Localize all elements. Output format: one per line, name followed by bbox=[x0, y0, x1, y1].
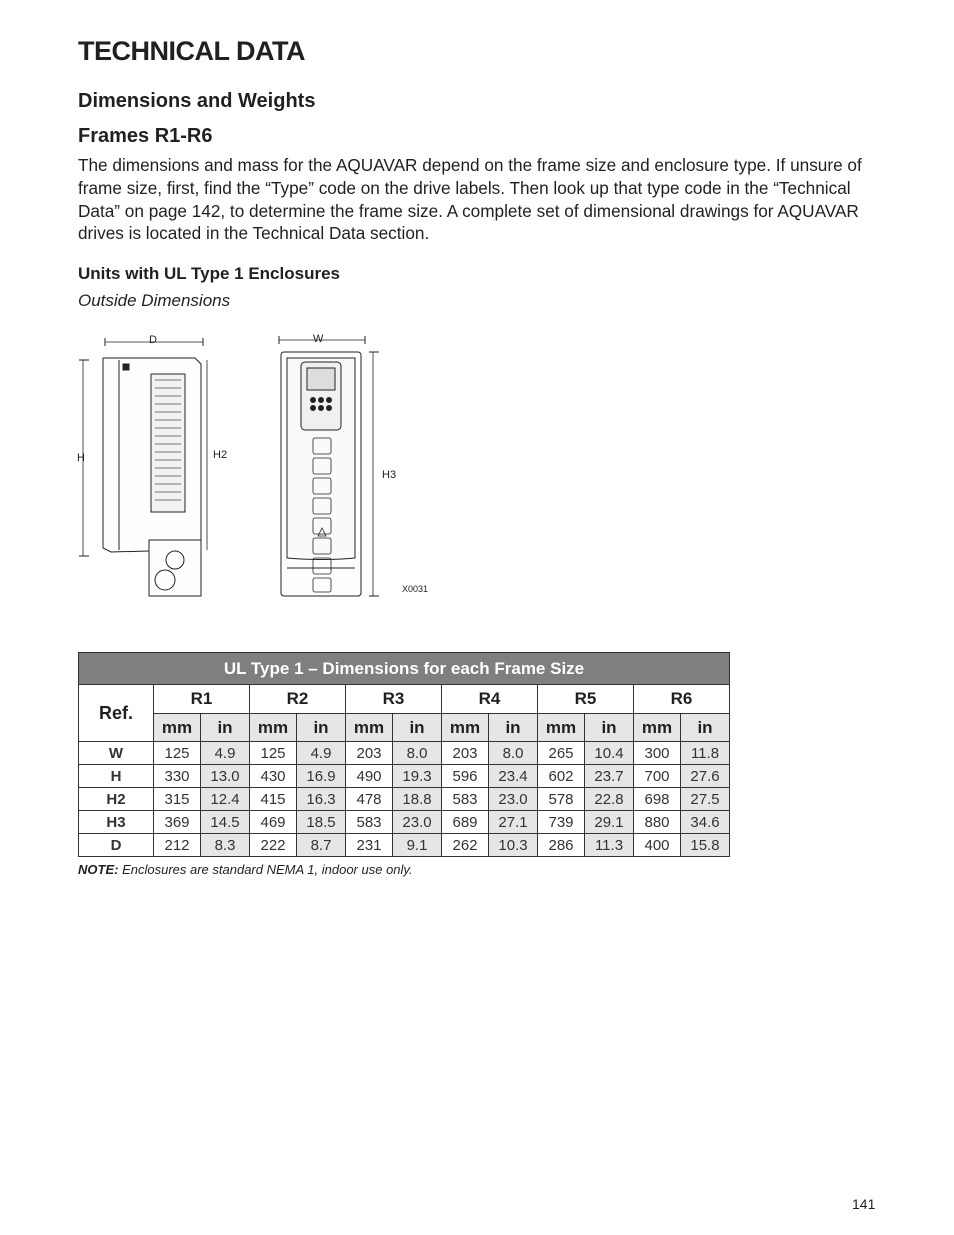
table-row bbox=[79, 742, 730, 765]
label-h: H bbox=[77, 452, 85, 464]
table-row bbox=[79, 834, 730, 857]
table-cell: 602 bbox=[538, 765, 585, 788]
table-cell: 11.3 bbox=[585, 834, 634, 857]
table-cell: 18.5 bbox=[297, 811, 346, 834]
table-cell: 222 bbox=[250, 834, 297, 857]
label-d: D bbox=[149, 334, 157, 346]
table-cell: 262 bbox=[442, 834, 489, 857]
table-cell: 300 bbox=[634, 742, 681, 765]
table-cell: 578 bbox=[538, 788, 585, 811]
note-text: Enclosures are standard NEMA 1, indoor use only. bbox=[122, 862, 413, 877]
unit-header-mm: mm bbox=[346, 714, 393, 742]
table-cell: 14.5 bbox=[201, 811, 250, 834]
table-body bbox=[79, 742, 730, 857]
unit-header-mm: mm bbox=[442, 714, 489, 742]
table-cell: 330 bbox=[154, 765, 201, 788]
table-cell: 583 bbox=[346, 811, 393, 834]
table-cell: 8.3 bbox=[201, 834, 250, 857]
table-cell: 10.3 bbox=[489, 834, 538, 857]
table-cell: 9.1 bbox=[393, 834, 442, 857]
table-cell: 315 bbox=[154, 788, 201, 811]
section-heading: Dimensions and Weights bbox=[78, 90, 316, 112]
frame-header-row bbox=[79, 685, 730, 714]
frame-header-r6: R6 bbox=[634, 685, 730, 714]
table-cell: 490 bbox=[346, 765, 393, 788]
table-cell: 583 bbox=[442, 788, 489, 811]
table-cell: 4.9 bbox=[297, 742, 346, 765]
frame-header-r5: R5 bbox=[538, 685, 634, 714]
table-cell: 739 bbox=[538, 811, 585, 834]
table-cell: 34.6 bbox=[681, 811, 730, 834]
dimension-drawing bbox=[75, 328, 435, 600]
table-cell: 125 bbox=[250, 742, 297, 765]
subsection-heading: Frames R1-R6 bbox=[78, 125, 213, 147]
table-cell: 23.4 bbox=[489, 765, 538, 788]
table-cell: 8.0 bbox=[489, 742, 538, 765]
table-cell: 415 bbox=[250, 788, 297, 811]
frame-header-r3: R3 bbox=[346, 685, 442, 714]
unit-header-mm: mm bbox=[538, 714, 585, 742]
table-cell: 469 bbox=[250, 811, 297, 834]
table-cell: 18.8 bbox=[393, 788, 442, 811]
table-cell: 16.9 bbox=[297, 765, 346, 788]
row-label: H2 bbox=[79, 788, 154, 811]
table-cell: 23.0 bbox=[489, 788, 538, 811]
unit-header-in: in bbox=[201, 714, 250, 742]
unit-header-in: in bbox=[681, 714, 730, 742]
table-cell: 16.3 bbox=[297, 788, 346, 811]
note-label: NOTE: bbox=[78, 862, 119, 877]
label-h2: H2 bbox=[213, 449, 228, 461]
table-cell: 125 bbox=[154, 742, 201, 765]
ref-header: Ref. bbox=[79, 685, 154, 742]
table-title-text: UL Type 1 – Dimensions for each Frame Size bbox=[223, 658, 585, 678]
table-cell: 212 bbox=[154, 834, 201, 857]
table-cell: 8.0 bbox=[393, 742, 442, 765]
table-cell: 29.1 bbox=[585, 811, 634, 834]
table-cell: 700 bbox=[634, 765, 681, 788]
row-label: H bbox=[79, 765, 154, 788]
table-row bbox=[79, 788, 730, 811]
page-number: 141 bbox=[852, 1196, 876, 1212]
units-subheading: Outside Dimensions bbox=[78, 291, 231, 310]
unit-header-in: in bbox=[393, 714, 442, 742]
table-cell: 596 bbox=[442, 765, 489, 788]
table-row bbox=[79, 765, 730, 788]
table-cell: 231 bbox=[346, 834, 393, 857]
table-cell: 23.0 bbox=[393, 811, 442, 834]
table-cell: 265 bbox=[538, 742, 585, 765]
unit-header-row bbox=[79, 714, 730, 742]
unit-header-mm: mm bbox=[634, 714, 681, 742]
table-cell: 203 bbox=[442, 742, 489, 765]
page-title: TECHNICAL DATA bbox=[78, 36, 305, 66]
table-cell: 27.5 bbox=[681, 788, 730, 811]
row-label: D bbox=[79, 834, 154, 857]
table-cell: 689 bbox=[442, 811, 489, 834]
unit-header-mm: mm bbox=[250, 714, 297, 742]
table-cell: 478 bbox=[346, 788, 393, 811]
label-w: W bbox=[313, 333, 324, 345]
table-cell: 430 bbox=[250, 765, 297, 788]
table-cell: 12.4 bbox=[201, 788, 250, 811]
table-cell: 19.3 bbox=[393, 765, 442, 788]
table-note bbox=[78, 862, 413, 877]
drawing-code: X0031 bbox=[402, 584, 429, 594]
table-cell: 13.0 bbox=[201, 765, 250, 788]
table-cell: 15.8 bbox=[681, 834, 730, 857]
frame-header-r2: R2 bbox=[250, 685, 346, 714]
table-cell: 8.7 bbox=[297, 834, 346, 857]
table-cell: 27.6 bbox=[681, 765, 730, 788]
label-h3: H3 bbox=[382, 469, 397, 481]
table-row bbox=[79, 811, 730, 834]
table-cell: 27.1 bbox=[489, 811, 538, 834]
table-cell: 369 bbox=[154, 811, 201, 834]
intro-paragraph bbox=[78, 154, 868, 245]
units-heading: Units with UL Type 1 Enclosures bbox=[78, 264, 340, 283]
front-view bbox=[279, 333, 428, 596]
unit-header-in: in bbox=[297, 714, 346, 742]
row-label: W bbox=[79, 742, 154, 765]
table-cell: 10.4 bbox=[585, 742, 634, 765]
table-cell: 23.7 bbox=[585, 765, 634, 788]
frame-header-r1: R1 bbox=[154, 685, 250, 714]
table-cell: 4.9 bbox=[201, 742, 250, 765]
side-view bbox=[77, 334, 227, 596]
table-title bbox=[79, 653, 730, 685]
table-cell: 22.8 bbox=[585, 788, 634, 811]
frame-header-r4: R4 bbox=[442, 685, 538, 714]
table-cell: 286 bbox=[538, 834, 585, 857]
table-cell: 880 bbox=[634, 811, 681, 834]
intro-text: The dimensions and mass for the AQUAVAR depend on the frame size and enclosure type. If unsure of frame size, first, find the “Type” code on the drive labels. Then look up that type code in the “Technical Data” on page 142, to determine the frame size. A complete set of dimensional drawings for AQUAVAR drives is located in the Technical Data section. bbox=[78, 155, 862, 244]
dimensions-table bbox=[78, 652, 730, 857]
unit-header-in: in bbox=[489, 714, 538, 742]
table-cell: 11.8 bbox=[681, 742, 730, 765]
unit-header-mm: mm bbox=[154, 714, 201, 742]
table-cell: 698 bbox=[634, 788, 681, 811]
table-cell: 203 bbox=[346, 742, 393, 765]
row-label: H3 bbox=[79, 811, 154, 834]
unit-header-in: in bbox=[585, 714, 634, 742]
table-cell: 400 bbox=[634, 834, 681, 857]
